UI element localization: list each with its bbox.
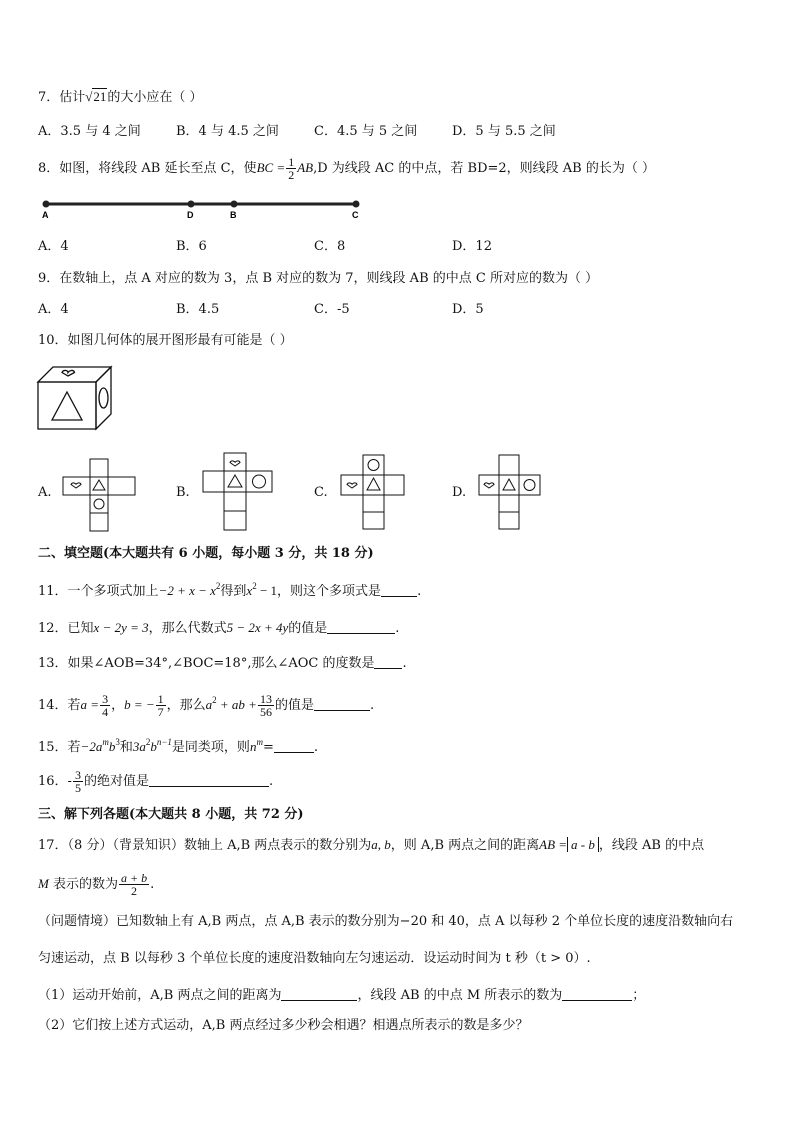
point-a-dot	[43, 201, 50, 208]
heart-icon	[484, 483, 494, 488]
q15-answer-blank[interactable]	[274, 740, 314, 753]
q14-c-fraction	[258, 693, 274, 718]
q16-answer-blank[interactable]	[149, 774, 269, 787]
q15-t1-b-exp: 3	[115, 737, 120, 747]
question-12	[38, 619, 399, 638]
q16-post: 的绝对值是	[83, 774, 149, 789]
q10-option-c-label: C.	[314, 485, 328, 500]
q12-expr: 5 − 2x + 4y	[226, 620, 289, 635]
q17-line-3: （问题情境）已知数轴上有 A,B 两点，点 A,B 表示的数分别为−20 和 40，点 A 以每秒 2 个单位长度的速度沿数轴向右	[38, 914, 734, 929]
circle-icon	[94, 499, 104, 509]
q15-t2-b: b	[150, 739, 157, 754]
q14-c-den: 56	[259, 705, 272, 719]
q14-sep: ，	[111, 698, 125, 713]
question-10-stem: 10．如图几何体的展开图形最有可能是（ ）	[38, 333, 293, 348]
q7-option-a: A．3.5 与 4 之间	[38, 124, 141, 139]
cube-figure	[36, 365, 114, 431]
q17-mid-fraction	[119, 872, 149, 897]
q11-expr1: −2 + x − x	[158, 583, 216, 598]
heart-icon	[71, 483, 81, 488]
q14-mid: ，那么	[166, 698, 206, 713]
q17-m-var: M	[38, 876, 49, 891]
q15-mid: 是同类项，则	[171, 740, 250, 755]
q14-post: 的值是	[274, 698, 314, 713]
cube-top-face	[38, 367, 111, 382]
section-3-heading: 三、解下列各题(本大题共 8 小题，共 72 分)	[38, 807, 304, 822]
question-13	[38, 655, 407, 673]
q11-post: ，则这个多项式是	[277, 584, 382, 599]
q17-part-1	[38, 987, 645, 1005]
triangle-icon	[52, 392, 82, 420]
q10-option-d-label: D.	[452, 485, 467, 500]
q9-option-b: B．4.5	[176, 302, 220, 317]
point-a-label: A	[42, 210, 49, 220]
q8-bc: BC =	[256, 160, 286, 175]
cube-front-face	[38, 382, 96, 429]
q17-dist: AB =	[539, 837, 568, 852]
q11-end: .	[417, 584, 422, 599]
question-16	[38, 765, 273, 799]
q15-t2-b-exp: n−1	[156, 737, 172, 747]
q8-ab: AB	[297, 160, 314, 175]
triangle-icon	[228, 475, 242, 487]
q17-part1-pre: （1）运动开始前，A,B 两点之间的距离为	[38, 988, 282, 1003]
q15-res: n	[249, 739, 257, 754]
q14-answer-blank[interactable]	[314, 698, 370, 711]
q17-ab-vars: a, b	[371, 837, 391, 852]
q7-stem-prefix: 7．估计	[38, 90, 86, 105]
question-7-stem	[38, 88, 203, 107]
q7-stem-suffix: 的大小应在（ ）	[107, 90, 203, 105]
q13-end: .	[402, 656, 407, 671]
q12-post: 的值是	[288, 621, 328, 636]
point-c-dot	[353, 201, 360, 208]
q16-end: .	[268, 774, 274, 789]
q15-res-exp: m	[256, 737, 263, 747]
q8-frac-num: 1	[288, 155, 295, 169]
q14-a-fraction	[100, 693, 110, 718]
heart-icon	[62, 370, 75, 376]
q12-pre: 12．已知	[38, 621, 94, 636]
q17-line-4: 匀速运动，点 B 以每秒 3 个单位长度的速度沿数轴向左匀速运动．设运动时间为 t 秒（t > 0）.	[38, 951, 591, 966]
q15-and: 和	[119, 740, 133, 755]
question-11	[38, 577, 421, 601]
q14-b-fraction	[156, 693, 166, 718]
q14-expr2: + ab +	[216, 697, 257, 712]
q8-option-a: A．4	[38, 239, 69, 254]
q14-a-num: 3	[102, 692, 109, 706]
q14-b-num: 1	[157, 692, 164, 706]
q11-answer-blank[interactable]	[381, 584, 417, 597]
circle-icon	[368, 460, 379, 471]
q7-option-d: D．5 与 5.5 之间	[452, 124, 556, 139]
q11-exp1: 2	[215, 581, 221, 591]
q14-a: a =	[80, 697, 100, 712]
q8-option-b: B．6	[176, 239, 207, 254]
q8-frac-den: 2	[288, 168, 295, 182]
q15-t1-exp: m	[102, 737, 109, 747]
cube-side-face	[96, 367, 111, 429]
question-15	[38, 733, 318, 757]
circle-icon	[253, 475, 266, 488]
heart-icon	[230, 461, 240, 466]
q7-radicand: 21	[93, 89, 107, 104]
section-2-heading: 二、填空题(本大题共有 6 小题，每小题 3 分，共 18 分)	[38, 546, 374, 561]
q16-fraction	[73, 769, 83, 794]
q9-option-a: A．4	[38, 302, 69, 317]
q17-line-2	[38, 866, 154, 903]
q7-option-c: C．4.5 与 5 之间	[314, 124, 418, 139]
question-9-stem: 9．在数轴上，点 A 对应的数为 3，点 B 对应的数为 7，则线段 AB 的中点 C 所对应的数为（ ）	[38, 271, 599, 286]
sqrt-symbol: √	[85, 89, 93, 104]
point-d-label: D	[187, 210, 194, 220]
q17-line1-mid: ，则 A,B 两点之间的距离	[390, 838, 540, 853]
question-14	[38, 683, 374, 723]
q8-option-d: D．12	[452, 239, 492, 254]
q13-text: 13．如果∠AOB=34°,∠BOC=18°,那么∠AOC 的度数是	[38, 656, 375, 671]
q14-b-den: 7	[157, 705, 164, 719]
circle-icon	[524, 480, 535, 491]
q12-cond: x − 2y = 3	[93, 620, 149, 635]
q15-t2-exp: 2	[145, 737, 151, 747]
q14-a-den: 4	[102, 705, 109, 719]
q17-part1-end: ；	[632, 988, 646, 1003]
q11-exp2: 2	[252, 581, 257, 591]
q11-expr2-tail: − 1	[256, 583, 278, 598]
point-d-dot	[188, 201, 195, 208]
q11-mid: 得到	[220, 584, 247, 599]
q15-t2: 3a	[132, 739, 146, 754]
heart-icon	[347, 483, 357, 488]
circle-icon	[99, 388, 108, 408]
q17-line-1	[38, 836, 704, 855]
q10-option-b-label: B.	[176, 485, 190, 500]
q15-end: .	[313, 740, 318, 755]
q11-pre: 11．一个多项式加上	[38, 584, 159, 599]
q17-dist-abs: a - b	[567, 837, 599, 852]
q12-mid: ，那么代数式	[148, 621, 227, 636]
q14-b: b = −	[124, 697, 155, 712]
q17-part1-blank-2[interactable]	[562, 988, 632, 1001]
q12-end: .	[395, 621, 400, 636]
q17-mid-num: a + b	[120, 871, 148, 885]
point-b-dot	[231, 201, 238, 208]
q17-line2-end: .	[150, 877, 155, 892]
q17-line1-pre: 17．（8 分）（背景知识）数轴上 A,B 两点表示的数分别为	[38, 838, 372, 853]
q17-part1-blank-1[interactable]	[281, 988, 357, 1001]
q8-stem-a: 8．如图，将线段 AB 延长至点 C，使	[38, 161, 257, 176]
q9-option-c: C．-5	[314, 302, 350, 317]
point-b-label: B	[230, 210, 237, 220]
q17-mid-den: 2	[131, 884, 138, 898]
q14-c-num: 13	[259, 692, 272, 706]
triangle-icon	[93, 480, 105, 490]
q10-option-a-label: A.	[38, 485, 52, 500]
q17-part-2: （2）它们按上述方式运动，A,B 两点经过多少秒会相遇？相遇点所表示的数是多少？	[38, 1018, 529, 1033]
q8-stem-b: ,D 为线段 AC 的中点，若 BD=2，则线段 AB 的长为（ ）	[313, 161, 655, 176]
q7-option-b: B．4 与 4.5 之间	[176, 124, 279, 139]
q9-option-d: D．5	[452, 302, 484, 317]
net-option-a	[62, 458, 138, 532]
q12-answer-blank[interactable]	[327, 621, 395, 634]
q16-pre: 16．-	[38, 774, 72, 789]
q16-num: 3	[74, 768, 81, 782]
q17-line1-post: ，线段 AB 的中点	[598, 838, 705, 853]
q8-option-c: C．8	[314, 239, 346, 254]
q15-t1: −2a	[80, 739, 103, 754]
q11-expr2: x	[246, 583, 253, 598]
question-8-stem	[38, 155, 655, 182]
q17-part1-mid: ，线段 AB 的中点 M 所表示的数为	[357, 988, 563, 1003]
q8-fraction	[286, 156, 296, 181]
triangle-icon	[503, 479, 515, 490]
q14-expr: a	[205, 697, 213, 712]
q16-den: 5	[74, 781, 81, 795]
net-option-b	[202, 452, 274, 532]
q14-pre: 14．若	[38, 698, 81, 713]
q15-pre: 15．若	[38, 740, 81, 755]
point-c-label: C	[352, 210, 359, 220]
q14-end: .	[369, 698, 375, 713]
segment-figure	[38, 196, 368, 222]
q14-exp: 2	[212, 695, 217, 705]
q15-t1-b: b	[108, 739, 116, 754]
q13-answer-blank[interactable]	[374, 656, 402, 669]
net-option-d	[478, 454, 542, 532]
triangle-icon	[367, 478, 380, 490]
q17-line2-pre: 表示的数为	[48, 877, 118, 892]
net-option-c	[340, 454, 406, 532]
q15-post: =	[262, 740, 274, 755]
